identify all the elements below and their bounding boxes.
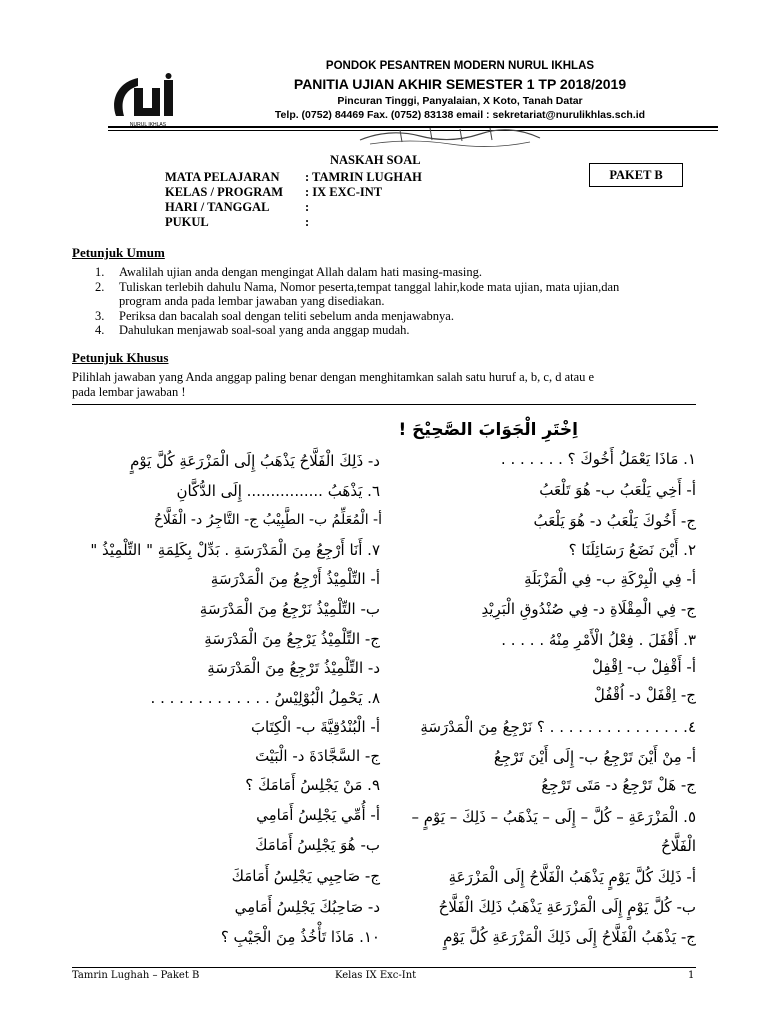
section-heading-umum: Petunjuk Umum: [72, 245, 165, 260]
info-row: MATA PELAJARAN : TAMRIN LUGHAH: [165, 170, 422, 184]
footer-rule: [72, 967, 696, 968]
option-line: أ- مِنْ أَيْنَ تَرْجِعُ ب- إِلَى أَيْنَ تَرْجِعُ: [493, 748, 696, 766]
question-line: ٨. يَحْمِلُ الْبُوْلِيْسُ . . . . . . . . . . . . .: [150, 689, 380, 707]
committee-title: PANITIA UJIAN AKHIR SEMESTER 1 TP 2018/2019: [293, 76, 627, 92]
list-item: 3. Periksa dan bacalah soal dengan teliti sebelum anda menjawabnya.: [95, 308, 454, 323]
option-line: أ- أَخِي يَلْعَبُ ب- هُوَ تَلْعَبُ: [539, 481, 696, 499]
section-divider: [72, 404, 696, 405]
logo-caption: NURUL IKHLAS: [129, 122, 167, 128]
question-line: ٥. الْمَزْرَعَةِ – كُلَّ – إِلَى – يَذْهَبُ – ذَلِكَ – يَوْمٍ –: [411, 808, 696, 826]
option-line: أ- ذَلِكَ كُلَّ يَوْمٍ يَذْهَبُ الْفَلَّاحُ إِلَى الْمَزْرَعَةِ: [448, 868, 696, 886]
section-heading-khusus: Petunjuk Khusus: [72, 350, 169, 365]
question-line: ١٠. مَاذَا تَأْخُذُ مِنَ الْجَيْبِ ؟: [220, 928, 380, 946]
option-line: ب- التِّلْمِيْذُ نَرْجِعُ مِنَ الْمَدْرَسَةِ: [199, 600, 380, 618]
question-line: ٣. أَقْفَلَ . فِعْلُ الْأَمْرِ مِنْهُ . . . . .: [501, 631, 696, 649]
option-line: ج- اِقْفَلْ د- اُقْفُلْ: [593, 686, 696, 704]
option-line: أ- أُمِّي يَجْلِسُ أَمَامِي: [256, 806, 380, 824]
question-line: ١. مَاذَا يَعْمَلُ أَخُوكَ ؟ . . . . . . .: [500, 450, 696, 468]
basmala-calligraphy: [350, 122, 550, 150]
option-line: أ- التِّلْمِيْذُ أَرْجِعُ مِنَ الْمَدْرَسَةِ: [210, 570, 380, 588]
address: Pincuran Tinggi, Panyalaian, X Koto, Tanah Datar: [337, 95, 583, 107]
info-row: KELAS / PROGRAM : IX EXC-INT: [165, 185, 383, 199]
option-line: د- صَاحِبُكَ يَجْلِسُ أَمَامِي: [234, 898, 380, 916]
option-line: أ- فِي الْبِرْكَةِ ب- فِي الْمَزْبَلَةِ: [524, 570, 696, 588]
school-logo: [108, 70, 188, 130]
info-row: HARI / TANGGAL :: [165, 200, 310, 214]
option-line: أ- الْبُنْدُقِيَّةَ ب- الْكِتَابَ: [250, 718, 380, 736]
option-line: ج- هَلْ تَرْجِعُ د- مَتَى تَرْجِعُ: [541, 776, 696, 794]
option-line: ج- أَخُوكَ يَلْعَبُ د- هُوَ يَلْعَبُ: [533, 512, 696, 530]
question-line: الْفَلَّاحُ: [661, 837, 696, 855]
question-line: ٩. مَنْ يَجْلِسُ أَمَامَكَ ؟: [245, 776, 380, 794]
list-item: 4. Dahulukan menjawab soal-soal yang anda anggap mudah.: [95, 323, 410, 337]
contact-info: Telp. (0752) 84469 Fax. (0752) 83138 email : sekretariat@nurulikhlas.sch.id: [274, 109, 646, 121]
institution-name: PONDOK PESANTREN MODERN NURUL IKHLAS: [325, 60, 595, 72]
paket-box: PAKET B: [589, 163, 683, 187]
list-item: program anda pada lembar jawaban yang disediakan.: [119, 294, 385, 308]
option-line: ج- يَذْهَبُ الْفَلَّاحُ إِلَى ذَلِكَ الْمَزْرَعَةِ كُلَّ يَوْمٍ: [443, 928, 696, 946]
option-line: ب- كُلَّ يَوْمٍ إِلَى الْمَزْرَعَةِ يَذْهَبُ ذَلِكَ الْفَلَّاحُ: [438, 898, 696, 916]
option-line: أ- أَقْفِلْ ب- اِقْفِلْ: [592, 658, 696, 676]
list-item: 2. Tuliskan terlebih dahulu Nama, Nomor peserta,tempat tanggal lahir,kode mata ujian, mata ujian,dan: [95, 279, 620, 294]
option-line: أ- الْمُعَلِّمُ ب- الطَّبِيْبُ ج- التَّاجِرُ د- الْفَلَّاحُ: [153, 512, 382, 528]
option-line: ج- التِّلْمِيْذُ يَرْجِعُ مِنَ الْمَدْرَسَةِ: [204, 630, 380, 648]
question-line: ٧. أَنَا أَرْجِعُ مِنَ الْمَدْرَسَةِ . بَدِّلْ بِكَلِمَةِ " التِّلْمِيْذُ ": [90, 541, 380, 559]
option-line: ج- صَاحِبِي يَجْلِسُ أَمَامَكَ: [231, 867, 380, 885]
option-line: د- ذَلِكَ الْفَلَّاحُ يَذْهَبُ إِلَى الْمَزْرَعَةِ كُلَّ يَوْمٍ: [130, 452, 380, 470]
special-instruction: Pilihlah jawaban yang Anda anggap paling benar dengan menghitamkan salah satu huruf a, b, c, d atau e pada lembar jawaban !: [72, 370, 595, 399]
question-line: ٤. . . . . . . . . . . . . . . ؟ نَرْجِعُ مِنَ الْمَدْرَسَةِ: [420, 718, 696, 736]
question-line: ٦. يَذْهَبُ ................ إِلَى الدُّكَّانِ: [176, 482, 380, 500]
document-title: NASKAH SOAL: [330, 153, 421, 167]
option-line: ج- السَّجَّادَةَ د- الْبَيْتَ: [255, 747, 380, 765]
option-line: ج- فِي الْمِقْلَاةِ د- فِي صُنْدُوقِ الْبَرِيْدِ: [481, 600, 696, 618]
list-item: 1. Awalilah ujian anda dengan mengingat Allah dalam hati masing-masing.: [95, 265, 482, 279]
footer-class: Kelas IX Exc-Int: [335, 970, 417, 981]
info-row: PUKUL :: [165, 215, 310, 229]
option-line: د- التِّلْمِيْذُ تَرْجِعُ مِنَ الْمَدْرَسَةِ: [207, 659, 380, 677]
option-line: ب- هُوَ يَجْلِسُ أَمَامَكَ: [255, 836, 380, 854]
instruction-list: [95, 265, 705, 338]
footer-subject: Tamrin Lughah – Paket B: [72, 970, 200, 981]
question-line: ٢. أَيْنَ نَضَعُ رَسَائِلَنَا ؟: [568, 541, 696, 559]
page-number: 1: [688, 970, 695, 981]
arabic-instruction-title: اِخْتَرِ الْجَوَابَ الصَّحِيْحَ !: [398, 420, 578, 440]
